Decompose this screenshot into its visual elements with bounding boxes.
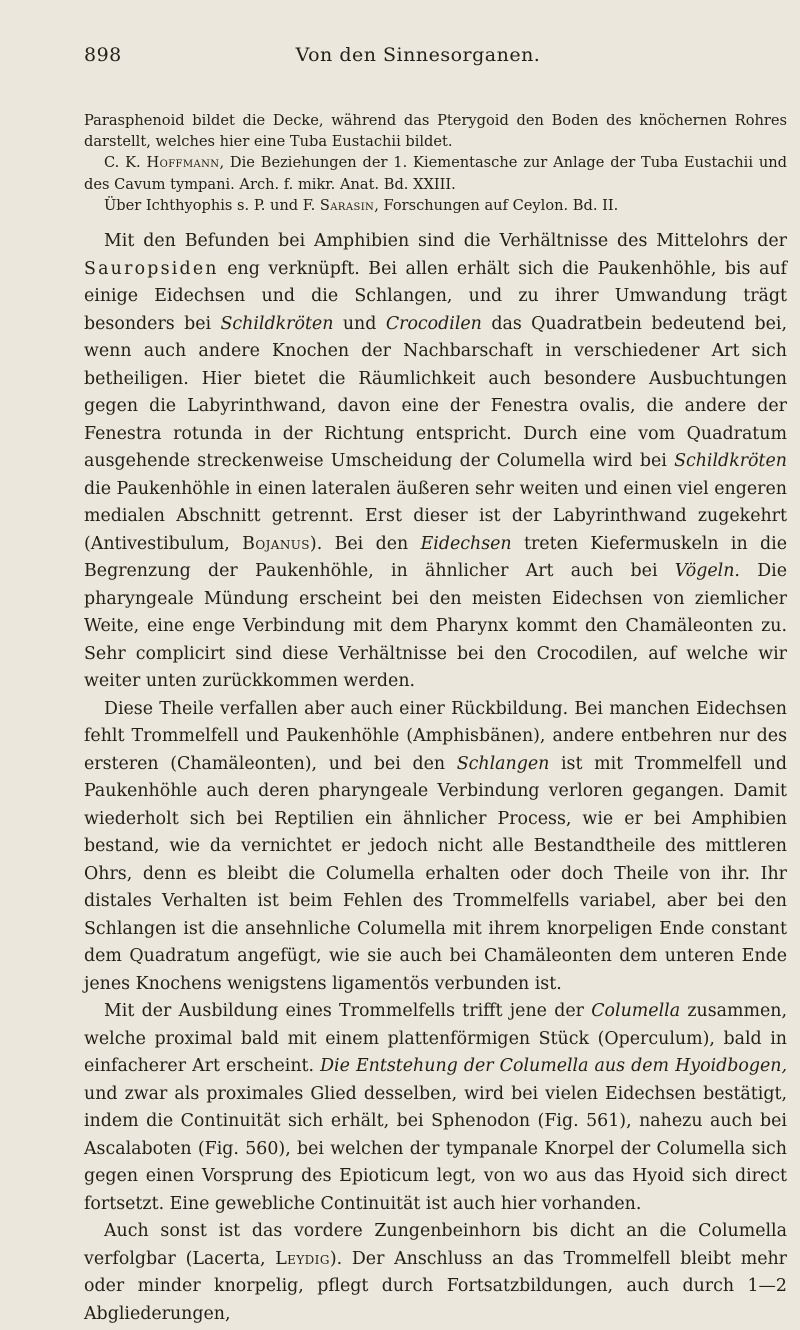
author-name: Bojanus <box>242 533 310 554</box>
paragraph-rueckbildung <box>84 696 787 999</box>
text-run: eng verknüpft. Bei allen erhält sich die Paukenhöhle, bis auf einige Eidechsen und die Schlangen, und zu ihrer Umwandung trägt besonders bei <box>84 258 787 334</box>
italic-term: Columella <box>591 1001 681 1022</box>
text-run: ). Der Anschluss an das Trommelfell bleibt mehr oder minder knorpelig, pflegt durch Fortsatzbildungen, auch durch 1—2 Abgliederungen, <box>84 1248 787 1324</box>
paragraph-zungenbeinhorn <box>84 1218 787 1328</box>
body-text <box>84 110 787 1328</box>
text-run: Diese Theile verfallen aber auch einer Rückbildung. Bei manchen Eidechsen fehlt Trommelfell und Paukenhöhle (Amphisbänen), andere entbehren nur des ersteren (Chamäleonten), und bei den <box>84 698 787 774</box>
reference-text: , Die Beziehungen der 1. Kiementasche zur Anlage der Tuba Eustachii und des Cavum tympani. Arch. f. mikr. Anat. Bd. XXIII. <box>84 154 787 193</box>
text-run: ist mit Trommelfell und Paukenhöhle auch deren pharyngeale Verbindung verloren gegangen. Damit wiederholt sich bei Reptilien ein ähnlicher Process, wie er bei Amphibien bestand, wie da vernichtet er jedoch nicht alle Bestandtheile des mittleren Ohrs, denn es bleibt die Columella erhalten oder doch Theile von ihr. Ihr distales Verhalten ist beim Fehlen des Trommelfells variabel, aber bei den Schlangen ist die ansehnliche Columella mit ihrem knorpeligen Ende constant dem Quadratum angefügt, wie sie auch bei Chamäleonten dem unteren Ende jenes Knochens wenigstens ligamentös verbunden ist. <box>84 753 787 994</box>
reference-hoffmann <box>84 152 787 194</box>
paragraph-continuation: Parasphenoid bildet die Decke, während das Pterygoid den Boden des knöchernen Rohres darstellt, welches hier eine Tuba Eustachii bildet. <box>84 112 787 151</box>
text-run: Die pharyngeale Mündung erscheint bei den meisten Eidechsen von ziemlicher Weite, eine enge Verbindung mit dem Pharynx kommt den Chamäleonten zu. Sehr complicirt sind diese Verhältnisse bei den Crocodilen, auf welche wir weiter unten zurückkommen werden. <box>84 561 788 692</box>
author-name: Sarasin <box>319 196 375 214</box>
paragraph-sauropsiden <box>84 228 787 696</box>
author-name: Leydig <box>275 1248 330 1269</box>
italic-term: Die Entstehung der Columella aus dem Hyoidbogen, <box>320 1056 787 1077</box>
running-title: Von den Sinnesorganen. <box>295 44 541 66</box>
text-run: Mit den Befunden bei Amphibien sind die Verhältnisse des Mittelohrs der <box>104 231 787 252</box>
italic-term: Eidechsen <box>420 533 512 554</box>
text-run: Auch sonst ist das vordere Zungenbeinhorn bis dicht an die Columella verfolgbar (Lacerta, <box>84 1221 787 1269</box>
text-run: treten Kiefermuskeln in die Begrenzung der Paukenhöhle, in ähnlicher Art auch bei <box>84 533 788 582</box>
reference-text: , Forschungen auf Ceylon. Bd. II. <box>374 196 619 214</box>
page-number: 898 <box>84 44 122 66</box>
author-name: Hoffmann <box>146 154 220 172</box>
text-run: das Quadratbein bedeutend bei, wenn auch andere Knochen der Nachbarschaft in verschiedener Art sich betheiligen. Hier bietet die Räumlichkeit auch besondere Ausbuchtungen gegen die Labyrinthwand, davon eine der Fenestra ovalis, die andere der Fenestra rotunda in der Richtung entspricht. Durch eine vom Quadratum ausgehende streckenweise Umscheidung der Columella wird bei <box>84 313 787 472</box>
text-run: Mit der Ausbildung eines Trommelfells trifft jene der <box>104 1001 592 1022</box>
italic-term: Schlangen <box>456 753 550 774</box>
reference-prefix: Über Ichthyophis s. P. und F. <box>104 196 320 214</box>
page-header <box>84 44 752 74</box>
text-run: ). Bei den <box>309 533 421 554</box>
italic-term: Schildkröten <box>220 313 334 334</box>
reference-prefix: C. K. <box>104 154 147 172</box>
text-run: und <box>333 313 386 334</box>
text-run: die Paukenhöhle in einen lateralen äußeren sehr weiten und einen viel engeren medialen Abschnitt getrennt. Erst dieser ist der Labyrinthwand zugekehrt (Antivestibulum, <box>84 478 787 554</box>
text-run: und zwar als proximales Glied desselben, wird bei vielen Eidechsen bestätigt, indem die Continuität sich erhält, bei Sphenodon (Fig. 561), nahezu auch bei Ascalaboten (Fig. 560), bei welchen der tympanale Knorpel der Columella sich gegen einen Vorsprung des Epioticum legt, von wo aus das Hyoid sich direct fortsetzt. Eine gewebliche Continuität ist auch hier vorhanden. <box>84 1083 787 1214</box>
italic-term: Vögeln. <box>674 561 740 582</box>
reference-sarasin <box>84 195 787 216</box>
text-run: zusammen, welche proximal bald mit einem plattenförmigen Stück (Operculum), bald in einfacherer Art erscheint. <box>84 1001 788 1077</box>
spaced-term: Sauropsiden <box>84 258 219 279</box>
italic-term: Schildkröten <box>674 451 787 472</box>
italic-term: Crocodilen <box>385 313 482 334</box>
paragraph-columella <box>84 998 787 1218</box>
